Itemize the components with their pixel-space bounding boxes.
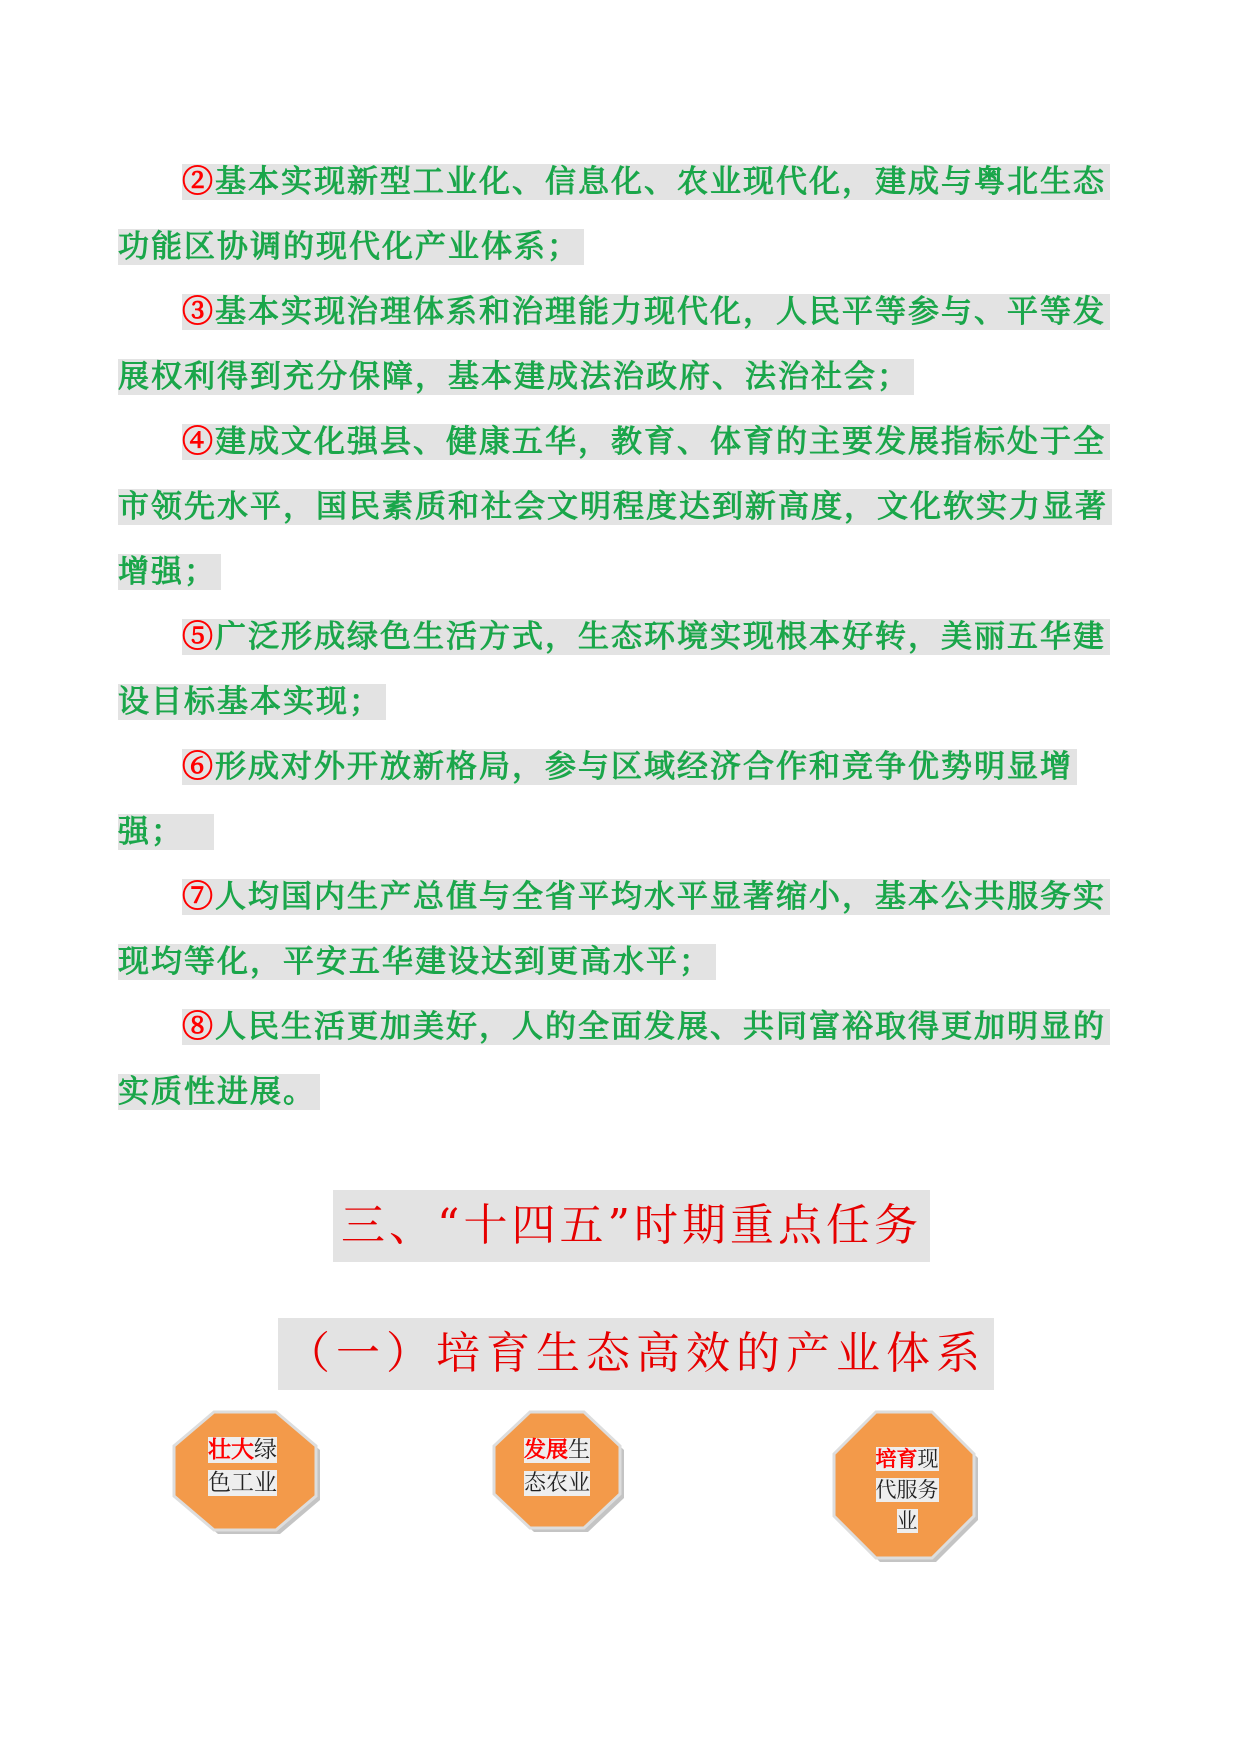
goal-7-line-1: ⑦人均国内生产总值与全省平均水平显著缩小，基本公共服务实 [182,871,1110,923]
goal-5-line-2: 设目标基本实现； [118,676,386,728]
goal-number: ② [182,164,215,200]
goal-8-line-2: 实质性进展。 [118,1066,320,1118]
goal-3-line-1: ③基本实现治理体系和治理能力现代化，人民平等参与、平等发 [182,286,1110,338]
goal-6-line-2: 强； [118,806,214,858]
goal-number: ⑧ [182,1009,215,1045]
badge-eco-agriculture: 发展生 态农业 [488,1408,630,1536]
goal-2-line-1: ②基本实现新型工业化、信息化、农业现代化，建成与粤北生态 [182,156,1110,208]
goal-4-line-3: 增强； [118,546,221,598]
goal-number: ⑦ [182,879,215,915]
goal-6-line-1: ⑥形成对外开放新格局，参与区域经济合作和竞争优势明显增 [182,741,1077,793]
goal-7-line-2: 现均等化，平安五华建设达到更高水平； [118,936,716,988]
goal-number: ⑤ [182,619,215,655]
goal-2-line-2: 功能区协调的现代化产业体系； [118,221,584,273]
goal-4-line-2: 市领先水平，国民素质和社会文明程度达到新高度，文化软实力显著 [118,481,1112,533]
badge-green-industry: 壮大绿 色工业 [168,1408,326,1538]
goal-number: ⑥ [182,749,215,785]
goal-5-line-1: ⑤广泛形成绿色生活方式，生态环境实现根本好转，美丽五华建 [182,611,1110,663]
goal-8-line-1: ⑧人民生活更加美好，人的全面发展、共同富裕取得更加明显的 [182,1001,1110,1053]
badge-modern-services: 培育现 代服务 业 [828,1408,984,1568]
goal-number: ④ [182,424,215,460]
goal-number: ③ [182,294,215,330]
goal-3-line-2: 展权利得到充分保障，基本建成法治政府、法治社会； [118,351,914,403]
subsection-heading: （一）培育生态高效的产业体系 [278,1318,994,1390]
goal-4-line-1: ④建成文化强县、健康五华，教育、体育的主要发展指标处于全 [182,416,1110,468]
section-heading: 三、“十四五”时期重点任务 [333,1190,930,1262]
